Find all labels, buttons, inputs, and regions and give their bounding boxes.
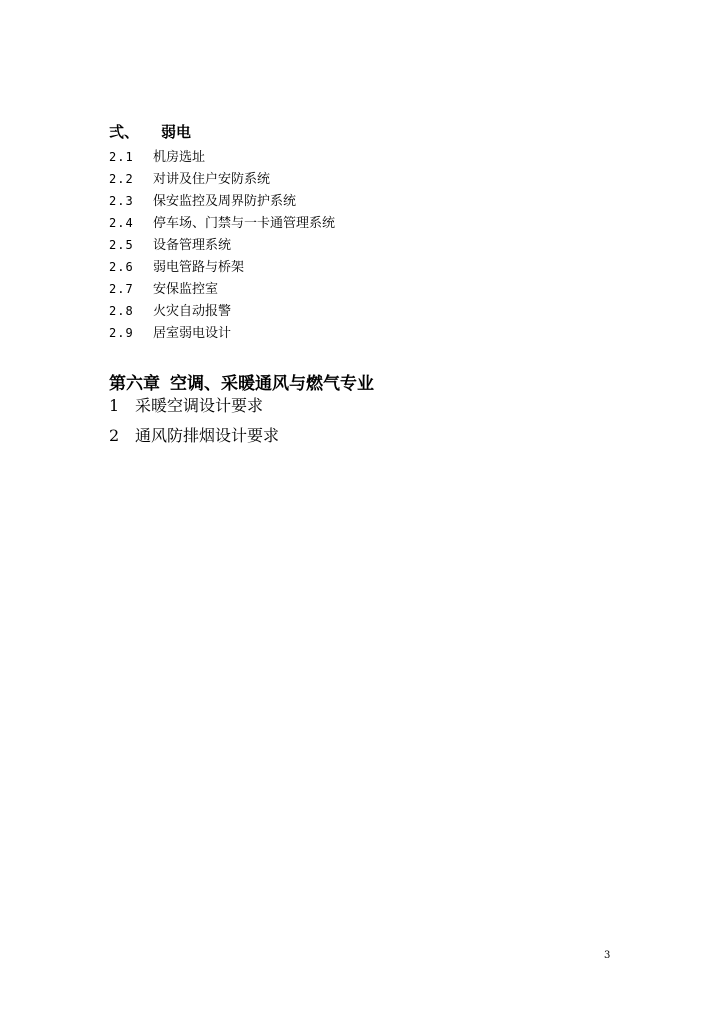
chapter-title: 空调、采暖通风与燃气专业	[170, 374, 374, 394]
sub-item	[109, 424, 279, 454]
chapter-heading	[109, 369, 374, 394]
toc-item	[109, 190, 335, 212]
toc-item-number: 2.9	[109, 326, 134, 340]
sub-item-label: 采暖空调设计要求	[135, 396, 264, 415]
toc-item-label: 设备管理系统	[153, 238, 232, 253]
section-heading	[109, 121, 191, 142]
toc-item-label: 对讲及住户安防系统	[153, 172, 271, 187]
toc-item	[109, 278, 335, 300]
chapter-number: 第六章	[109, 374, 160, 394]
toc-item-number: 2.3	[109, 194, 134, 208]
sub-item	[109, 394, 279, 424]
sub-item-number: 2	[109, 426, 120, 445]
toc-item-label: 停车场、门禁与一卡通管理系统	[153, 216, 336, 231]
toc-item	[109, 234, 335, 256]
toc-item-label: 居室弱电设计	[153, 326, 232, 341]
toc-item-number: 2.1	[109, 150, 134, 164]
toc-list	[109, 146, 335, 344]
toc-item	[109, 322, 335, 344]
toc-item-number: 2.7	[109, 282, 134, 296]
toc-item-label: 保安监控及周界防护系统	[153, 194, 297, 209]
section-number: 弍、	[109, 123, 140, 141]
page-number: 3	[604, 950, 611, 961]
toc-item-label: 火灾自动报警	[153, 304, 232, 319]
toc-item-label: 安保监控室	[153, 282, 219, 297]
chapter-sub-list	[109, 394, 279, 454]
toc-item	[109, 168, 335, 190]
toc-item-number: 2.6	[109, 260, 134, 274]
toc-item	[109, 212, 335, 234]
toc-item-number: 2.4	[109, 216, 134, 230]
toc-item-number: 2.8	[109, 304, 134, 318]
sub-item-number: 1	[109, 396, 120, 415]
toc-item-label: 机房选址	[153, 150, 206, 165]
toc-item	[109, 146, 335, 168]
section-title: 弱电	[161, 123, 192, 141]
toc-item-label: 弱电管路与桥架	[153, 260, 245, 275]
toc-item-number: 2.2	[109, 172, 134, 186]
toc-item-number: 2.5	[109, 238, 134, 252]
sub-item-label: 通风防排烟设计要求	[135, 426, 280, 445]
toc-item	[109, 256, 335, 278]
toc-item	[109, 300, 335, 322]
